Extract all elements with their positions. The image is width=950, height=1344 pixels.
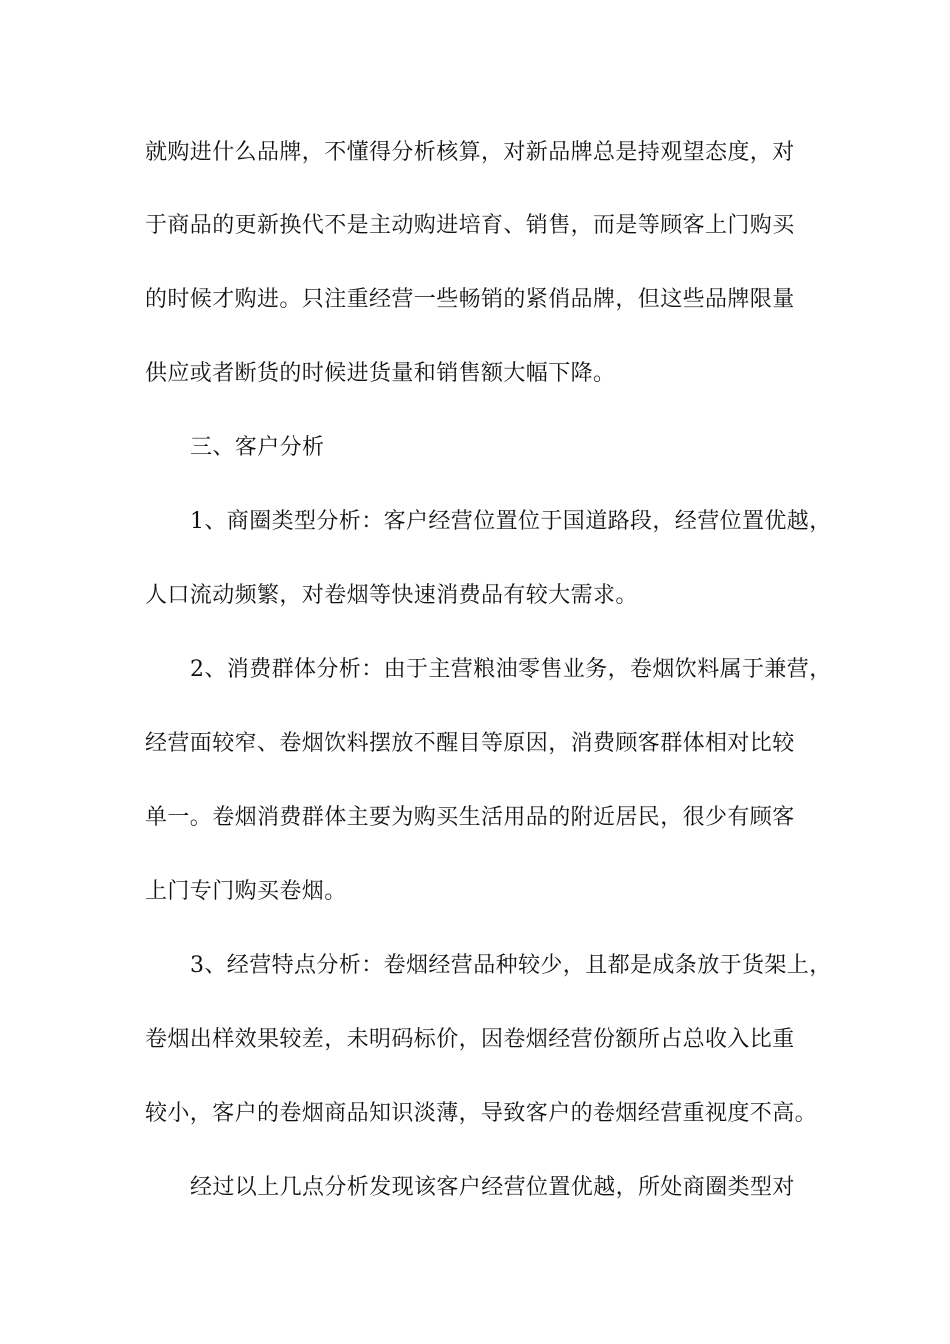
paragraph-line: 经营面较窄、卷烟饮料摆放不醒目等原因，消费顾客群体相对比较 — [145, 731, 795, 756]
paragraph-line: 2、消费群体分析：由于主营粮油零售业务，卷烟饮料属于兼营， — [190, 657, 832, 682]
paragraph-line: 经过以上几点分析发现该客户经营位置优越，所处商圈类型对 — [190, 1175, 795, 1200]
paragraph-line: 于商品的更新换代不是主动购进培育、销售，而是等顾客上门购买 — [145, 213, 795, 238]
paragraph-line: 较小，客户的卷烟商品知识淡薄，导致客户的卷烟经营重视度不高。 — [145, 1101, 818, 1126]
paragraph-line: 1、商圈类型分析：客户经营位置位于国道路段，经营位置优越， — [190, 509, 832, 534]
paragraph-line: 卷烟出样效果较差，未明码标价，因卷烟经营份额所占总收入比重 — [145, 1027, 795, 1052]
paragraph-line: 的时候才购进。只注重经营一些畅销的紧俏品牌，但这些品牌限量 — [145, 287, 795, 312]
paragraph-line: 就购进什么品牌，不懂得分析核算，对新品牌总是持观望态度，对 — [145, 140, 795, 165]
paragraph-line: 3、经营特点分析：卷烟经营品种较少，且都是成条放于货架上， — [190, 953, 832, 978]
section-heading: 三、客户分析 — [190, 435, 325, 460]
paragraph-line: 人口流动频繁，对卷烟等快速消费品有较大需求。 — [145, 583, 638, 608]
paragraph-line: 上门专门购买卷烟。 — [145, 879, 347, 904]
paragraph-line: 供应或者断货的时候进货量和销售额大幅下降。 — [145, 361, 616, 386]
paragraph-line: 单一。卷烟消费群体主要为购买生活用品的附近居民，很少有顾客 — [145, 805, 795, 830]
